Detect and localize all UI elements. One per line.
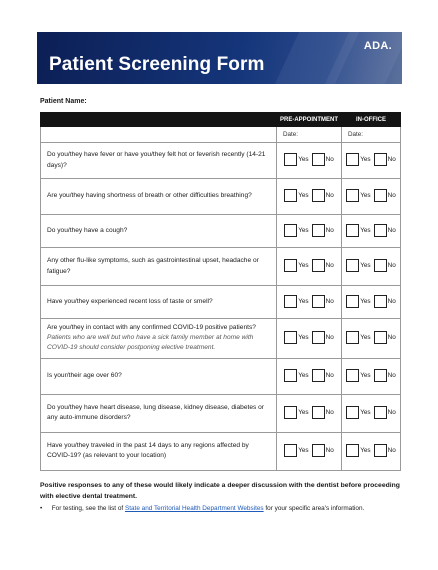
question-text: Have you/they experienced recent loss of taste or smell? bbox=[47, 297, 213, 305]
question-column-header bbox=[41, 113, 277, 127]
in-office-answer bbox=[342, 432, 401, 470]
yes-label: Yes bbox=[360, 192, 371, 199]
pre-appointment-yes-checkbox[interactable] bbox=[284, 444, 297, 457]
in-office-answer bbox=[342, 319, 401, 359]
pre-appointment-answer bbox=[277, 319, 342, 359]
in-office-yes-checkbox[interactable] bbox=[346, 331, 359, 344]
in-office-no-checkbox[interactable] bbox=[374, 444, 387, 457]
pre-appointment-no-checkbox[interactable] bbox=[312, 224, 325, 237]
footer-note: Positive responses to any of these would likely indicate a deeper discussion with the dentist before proceeding with elective dental treatment. bbox=[40, 482, 400, 500]
yes-label: Yes bbox=[298, 333, 309, 341]
no-label: No bbox=[325, 192, 334, 199]
no-label: No bbox=[325, 408, 334, 416]
yes-label: Yes bbox=[360, 408, 371, 416]
patient-name-label: Patient Name: bbox=[40, 98, 87, 105]
no-label: No bbox=[325, 226, 334, 234]
question-cell bbox=[41, 319, 277, 359]
in-office-answer bbox=[342, 215, 401, 248]
question-cell bbox=[41, 248, 277, 286]
no-label: No bbox=[325, 446, 334, 454]
question-row bbox=[41, 432, 401, 470]
question-cell bbox=[41, 179, 277, 215]
pre-appointment-no-checkbox[interactable] bbox=[312, 295, 325, 308]
in-office-date[interactable]: Date: bbox=[342, 127, 401, 143]
question-text: Do you/they have heart disease, lung disease, kidney disease, diabetes or any auto-immune disorders? bbox=[47, 403, 264, 422]
no-label: No bbox=[387, 262, 396, 269]
no-label: No bbox=[325, 262, 334, 269]
in-office-yes-no bbox=[346, 331, 396, 344]
in-office-no-checkbox[interactable] bbox=[374, 406, 387, 419]
date-row bbox=[41, 127, 401, 143]
screening-table bbox=[40, 112, 401, 471]
in-office-answer bbox=[342, 358, 401, 394]
in-office-no-checkbox[interactable] bbox=[374, 224, 387, 237]
in-office-yes-checkbox[interactable] bbox=[346, 189, 359, 202]
question-text: Are you/they having shortness of breath or other difficulties breathing? bbox=[47, 192, 252, 200]
ada-logo: ADA. bbox=[363, 40, 392, 52]
in-office-no-checkbox[interactable] bbox=[374, 189, 387, 202]
no-label: No bbox=[325, 371, 334, 379]
pre-appointment-answer bbox=[277, 286, 342, 319]
in-office-yes-no bbox=[346, 369, 396, 382]
yes-label: Yes bbox=[360, 371, 371, 379]
in-office-answer bbox=[342, 394, 401, 432]
question-row bbox=[41, 248, 401, 286]
header-banner bbox=[37, 32, 402, 84]
in-office-answer bbox=[342, 179, 401, 215]
in-office-yes-checkbox[interactable] bbox=[346, 259, 359, 272]
question-row bbox=[41, 143, 401, 179]
pre-appointment-answer bbox=[277, 143, 342, 179]
in-office-answer bbox=[342, 143, 401, 179]
no-label: No bbox=[325, 333, 334, 341]
yes-label: Yes bbox=[360, 262, 371, 269]
pre-appointment-yes-no bbox=[284, 189, 334, 202]
pre-appointment-answer bbox=[277, 358, 342, 394]
page-title: Patient Screening Form bbox=[49, 54, 265, 75]
health-department-link[interactable]: State and Territorial Health Department Websites bbox=[124, 505, 264, 512]
question-text: Do you/they have fever or have you/they felt hot or feverish recently (14-21 days)? bbox=[47, 151, 266, 169]
pre-appointment-date[interactable]: Date: bbox=[277, 127, 342, 143]
pre-appointment-no-checkbox[interactable] bbox=[312, 331, 325, 344]
yes-label: Yes bbox=[360, 156, 371, 163]
in-office-no-checkbox[interactable] bbox=[374, 369, 387, 382]
question-cell bbox=[41, 215, 277, 248]
question-cell bbox=[41, 394, 277, 432]
in-office-no-checkbox[interactable] bbox=[374, 153, 387, 166]
pre-appointment-yes-no bbox=[284, 224, 334, 237]
question-row bbox=[41, 179, 401, 215]
no-label: No bbox=[387, 408, 396, 416]
pre-appointment-yes-checkbox[interactable] bbox=[284, 189, 297, 202]
pre-appointment-no-checkbox[interactable] bbox=[312, 369, 325, 382]
pre-appointment-yes-no bbox=[284, 295, 334, 308]
question-text: Any other flu-like symptoms, such as gastrointestinal upset, headache or fatigue? bbox=[47, 257, 259, 275]
yes-label: Yes bbox=[298, 446, 309, 454]
pre-appointment-yes-checkbox[interactable] bbox=[284, 295, 297, 308]
no-label: No bbox=[325, 156, 334, 163]
yes-label: Yes bbox=[360, 297, 371, 305]
pre-appointment-answer bbox=[277, 179, 342, 215]
in-office-yes-no bbox=[346, 224, 396, 237]
pre-appointment-yes-checkbox[interactable] bbox=[284, 224, 297, 237]
question-cell bbox=[41, 358, 277, 394]
pre-appointment-no-checkbox[interactable] bbox=[312, 153, 325, 166]
no-label: No bbox=[387, 297, 396, 305]
no-label: No bbox=[387, 192, 396, 199]
question-note: Patients who are well but who have a sick family member at home with COVID-19 should consider postponing elective treatment. bbox=[47, 334, 254, 352]
question-cell bbox=[41, 286, 277, 319]
in-office-yes-checkbox[interactable] bbox=[346, 153, 359, 166]
in-office-yes-no bbox=[346, 189, 396, 202]
in-office-yes-no bbox=[346, 295, 396, 308]
question-cell bbox=[41, 143, 277, 179]
yes-label: Yes bbox=[360, 226, 371, 234]
in-office-yes-checkbox[interactable] bbox=[346, 369, 359, 382]
bullet-suffix: for your specific area's information. bbox=[265, 505, 365, 512]
question-text: Are you/they in contact with any confirmed COVID-19 positive patients? bbox=[47, 324, 256, 331]
in-office-no-checkbox[interactable] bbox=[374, 259, 387, 272]
in-office-yes-no bbox=[346, 406, 396, 419]
in-office-yes-no bbox=[346, 444, 396, 457]
bullet-prefix: For testing, see the list of bbox=[51, 505, 124, 512]
yes-label: Yes bbox=[298, 262, 309, 269]
question-row bbox=[41, 215, 401, 248]
pre-appointment-yes-no bbox=[284, 406, 334, 419]
in-office-yes-checkbox[interactable] bbox=[346, 224, 359, 237]
in-office-no-checkbox[interactable] bbox=[374, 295, 387, 308]
yes-label: Yes bbox=[298, 192, 309, 199]
question-row bbox=[41, 358, 401, 394]
testing-bullet bbox=[40, 505, 410, 512]
pre-appointment-yes-checkbox[interactable] bbox=[284, 406, 297, 419]
pre-appointment-yes-no bbox=[284, 444, 334, 457]
question-text: Is your/their age over 60? bbox=[47, 372, 122, 380]
question-row bbox=[41, 286, 401, 319]
pre-appointment-yes-checkbox[interactable] bbox=[284, 153, 297, 166]
yes-label: Yes bbox=[298, 226, 309, 234]
pre-appointment-yes-no bbox=[284, 153, 334, 166]
in-office-header: IN-OFFICE bbox=[342, 113, 401, 127]
in-office-answer bbox=[342, 248, 401, 286]
yes-label: Yes bbox=[298, 297, 309, 305]
yes-label: Yes bbox=[298, 156, 309, 163]
no-label: No bbox=[387, 226, 396, 234]
pre-appointment-no-checkbox[interactable] bbox=[312, 259, 325, 272]
no-label: No bbox=[387, 446, 396, 454]
in-office-yes-checkbox[interactable] bbox=[346, 406, 359, 419]
no-label: No bbox=[387, 156, 396, 163]
yes-label: Yes bbox=[298, 408, 309, 416]
pre-appointment-answer bbox=[277, 432, 342, 470]
pre-appointment-header: PRE-APPOINTMENT bbox=[277, 113, 342, 127]
table-header-row bbox=[41, 113, 401, 127]
pre-appointment-answer bbox=[277, 248, 342, 286]
no-label: No bbox=[325, 297, 334, 305]
no-label: No bbox=[387, 371, 396, 379]
question-text: Have you/they traveled in the past 14 days to any regions affected by COVID-19? (as relevant to your location) bbox=[47, 441, 249, 460]
yes-label: Yes bbox=[360, 333, 371, 341]
date-row-spacer bbox=[41, 127, 277, 143]
pre-appointment-yes-checkbox[interactable] bbox=[284, 369, 297, 382]
no-label: No bbox=[387, 333, 396, 341]
yes-label: Yes bbox=[360, 446, 371, 454]
pre-appointment-no-checkbox[interactable] bbox=[312, 406, 325, 419]
pre-appointment-yes-no bbox=[284, 331, 334, 344]
bullet-icon: • bbox=[40, 505, 43, 512]
yes-label: Yes bbox=[298, 371, 309, 379]
pre-appointment-answer bbox=[277, 215, 342, 248]
in-office-yes-no bbox=[346, 153, 396, 166]
question-row bbox=[41, 394, 401, 432]
pre-appointment-no-checkbox[interactable] bbox=[312, 189, 325, 202]
question-text: Do you/they have a cough? bbox=[47, 226, 128, 234]
pre-appointment-yes-no bbox=[284, 369, 334, 382]
in-office-yes-checkbox[interactable] bbox=[346, 295, 359, 308]
in-office-no-checkbox[interactable] bbox=[374, 331, 387, 344]
in-office-yes-no bbox=[346, 259, 396, 272]
pre-appointment-yes-checkbox[interactable] bbox=[284, 259, 297, 272]
pre-appointment-answer bbox=[277, 394, 342, 432]
pre-appointment-no-checkbox[interactable] bbox=[312, 444, 325, 457]
pre-appointment-yes-checkbox[interactable] bbox=[284, 331, 297, 344]
question-cell bbox=[41, 432, 277, 470]
in-office-answer bbox=[342, 286, 401, 319]
in-office-yes-checkbox[interactable] bbox=[346, 444, 359, 457]
question-row bbox=[41, 319, 401, 359]
pre-appointment-yes-no bbox=[284, 259, 334, 272]
